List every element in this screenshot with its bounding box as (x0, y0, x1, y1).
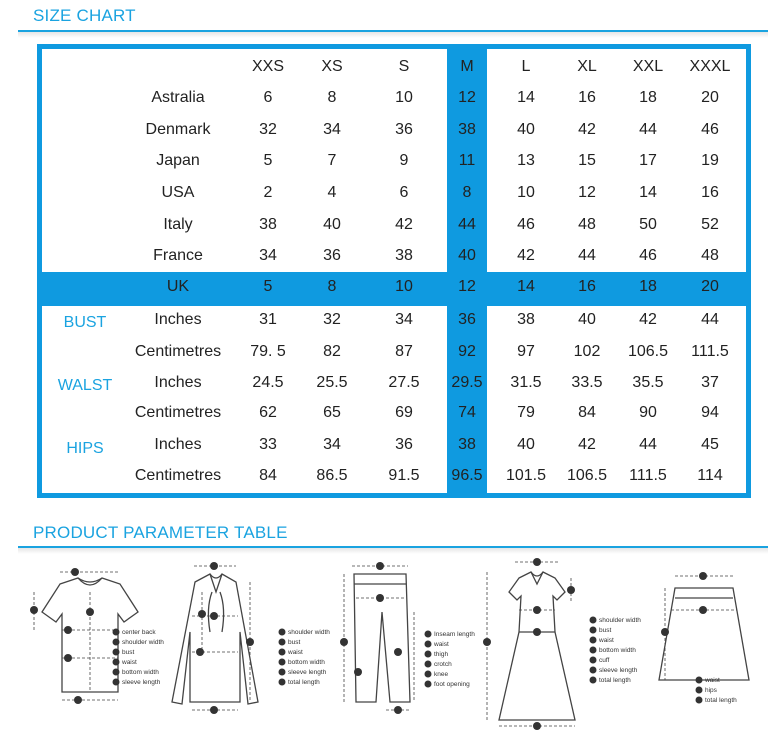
size-value-cell: 24.5 (252, 374, 284, 391)
size-value-cell: 25.5 (316, 374, 348, 391)
size-value-cell: 15 (578, 152, 596, 169)
legend-label: sleeve length (122, 679, 161, 686)
legend-marker (279, 679, 286, 686)
size-value-cell: 40 (458, 247, 476, 264)
legend-marker (696, 697, 703, 704)
legend-label: knee (434, 671, 449, 678)
size-value-cell: 17 (639, 152, 657, 169)
row-label: Italy (163, 216, 193, 233)
size-value-cell: 40 (578, 311, 596, 328)
size-value-cell: 52 (701, 216, 719, 233)
size-value-cell: 62 (259, 404, 277, 421)
size-value-cell: 34 (323, 121, 341, 138)
size-value-cell: 38 (517, 311, 535, 328)
size-value-cell: 20 (701, 278, 719, 295)
legend-marker (279, 639, 286, 646)
row-label: UK (166, 278, 190, 295)
size-value-cell: 34 (259, 247, 277, 264)
legend-label: bottom width (599, 647, 636, 654)
legend-marker (425, 631, 432, 638)
legend-label: cuff (599, 657, 610, 664)
size-value-cell: 97 (517, 343, 535, 360)
size-value-cell: 20 (701, 89, 719, 106)
size-value-cell: 38 (259, 216, 277, 233)
size-header-xxl: XXL (632, 58, 664, 75)
legend-label: Inseam length (434, 631, 475, 638)
row-label: Astralia (151, 89, 205, 106)
size-value-cell: 91.5 (388, 467, 420, 484)
legend-label: shoulder width (122, 639, 164, 646)
size-value-cell: 16 (578, 89, 596, 106)
legend-label: shoulder width (599, 617, 641, 624)
legend-label: bottom width (122, 669, 159, 676)
size-value-cell: 44 (701, 311, 719, 328)
size-value-cell: 46 (517, 216, 535, 233)
size-value-cell: 16 (578, 278, 596, 295)
size-value-cell: 4 (327, 184, 337, 201)
row-label: Inches (154, 436, 202, 453)
size-value-cell: 90 (639, 404, 657, 421)
size-value-cell: 42 (517, 247, 535, 264)
size-value-cell: 114 (697, 467, 723, 484)
size-value-cell: 106.5 (566, 467, 608, 484)
size-value-cell: 40 (323, 216, 341, 233)
parameter-table-title: PRODUCT PARAMETER TABLE (33, 523, 288, 542)
size-value-cell: 10 (395, 89, 413, 106)
size-value-cell: 6 (399, 184, 409, 201)
size-chart-divider-shadow (18, 32, 768, 38)
legend-marker (113, 679, 120, 686)
size-value-cell: 37 (701, 374, 719, 391)
legend-label: bust (599, 627, 612, 634)
size-value-cell: 36 (395, 121, 413, 138)
legend-marker (590, 617, 597, 624)
size-value-cell: 65 (323, 404, 341, 421)
size-value-cell: 94 (701, 404, 719, 421)
size-header-xl: XL (577, 58, 597, 75)
legend-label: total length (288, 679, 320, 686)
row-label: USA (161, 184, 195, 201)
size-value-cell: 8 (327, 89, 337, 106)
size-value-cell: 48 (578, 216, 596, 233)
legend-marker (590, 667, 597, 674)
size-value-cell: 40 (517, 121, 535, 138)
size-value-cell: 34 (323, 436, 341, 453)
size-value-cell: 50 (639, 216, 657, 233)
size-value-cell: 13 (517, 152, 535, 169)
size-header-s: S (398, 58, 410, 75)
legend-label: waist (434, 641, 449, 648)
row-label: Inches (154, 311, 202, 328)
group-label-bust: BUST (63, 314, 107, 331)
size-value-cell: 2 (263, 184, 273, 201)
size-value-cell: 12 (458, 278, 476, 295)
legend-marker (113, 659, 120, 666)
dress-diagram (475, 552, 641, 732)
legend-marker (279, 659, 286, 666)
size-value-cell: 19 (701, 152, 719, 169)
legend-label: waist (599, 637, 614, 644)
size-value-cell: 33 (259, 436, 277, 453)
size-value-cell: 84 (259, 467, 277, 484)
legend-marker (590, 627, 597, 634)
row-label: Centimetres (134, 404, 222, 421)
size-value-cell: 18 (639, 278, 657, 295)
size-value-cell: 44 (458, 216, 476, 233)
size-value-cell: 9 (399, 152, 409, 169)
legend-marker (279, 669, 286, 676)
pants-diagram (330, 552, 490, 732)
size-value-cell: 44 (639, 436, 657, 453)
size-header-m: M (460, 58, 474, 75)
group-label-hips: HIPS (66, 440, 104, 457)
size-value-cell: 16 (701, 184, 719, 201)
size-value-cell: 79 (517, 404, 535, 421)
tshirt-diagram (20, 552, 180, 732)
row-label: Centimetres (134, 343, 222, 360)
size-value-cell: 34 (395, 311, 413, 328)
row-label: Denmark (145, 121, 211, 138)
size-value-cell: 38 (458, 436, 476, 453)
size-value-cell: 84 (578, 404, 596, 421)
size-value-cell: 32 (323, 311, 341, 328)
size-value-cell: 10 (517, 184, 535, 201)
size-value-cell: 40 (517, 436, 535, 453)
size-value-cell: 14 (517, 278, 535, 295)
size-value-cell: 102 (573, 343, 601, 360)
skirt-diagram (625, 552, 775, 732)
legend-label: center back (122, 629, 156, 636)
legend-label: sleeve length (599, 667, 638, 674)
legend-label: foot opening (434, 681, 470, 688)
legend-marker (425, 651, 432, 658)
legend-marker (113, 639, 120, 646)
legend-label: waist (288, 649, 303, 656)
size-header-xs: XS (321, 58, 343, 75)
size-value-cell: 44 (639, 121, 657, 138)
size-value-cell: 106.5 (627, 343, 669, 360)
size-value-cell: 69 (395, 404, 413, 421)
size-value-cell: 31.5 (510, 374, 542, 391)
size-value-cell: 5 (263, 152, 273, 169)
size-value-cell: 46 (701, 121, 719, 138)
legend-label: waist (705, 677, 720, 684)
size-value-cell: 18 (639, 89, 657, 106)
size-value-cell: 111.5 (691, 343, 729, 360)
size-value-cell: 6 (263, 89, 273, 106)
size-value-cell: 38 (458, 121, 476, 138)
size-value-cell: 36 (458, 311, 476, 328)
legend-marker (590, 637, 597, 644)
size-value-cell: 42 (578, 121, 596, 138)
size-value-cell: 92 (458, 343, 476, 360)
size-value-cell: 12 (458, 89, 476, 106)
size-value-cell: 33.5 (571, 374, 603, 391)
size-value-cell: 8 (327, 278, 337, 295)
group-label-walst: WALST (57, 377, 113, 394)
size-value-cell: 42 (395, 216, 413, 233)
size-value-cell: 29.5 (451, 374, 483, 391)
size-value-cell: 35.5 (632, 374, 664, 391)
legend-marker (113, 649, 120, 656)
legend-marker (590, 647, 597, 654)
size-value-cell: 111.5 (629, 467, 667, 484)
size-value-cell: 86.5 (316, 467, 348, 484)
highlight-column-m (447, 49, 487, 493)
size-value-cell: 36 (395, 436, 413, 453)
size-header-xxxl: XXXL (689, 58, 731, 75)
size-value-cell: 7 (327, 152, 337, 169)
legend-label: thigh (434, 651, 449, 658)
size-value-cell: 12 (578, 184, 596, 201)
legend-marker (425, 641, 432, 648)
legend-label: sleeve length (288, 669, 327, 676)
shirt-diagram (170, 552, 330, 732)
legend-label: shoulder width (288, 629, 330, 636)
size-header-l: L (521, 58, 531, 75)
legend-marker (279, 649, 286, 656)
size-value-cell: 31 (259, 311, 277, 328)
legend-marker (696, 677, 703, 684)
legend-marker (279, 629, 286, 636)
row-label: Inches (154, 374, 202, 391)
size-value-cell: 74 (458, 404, 476, 421)
legend-marker (590, 677, 597, 684)
size-value-cell: 46 (639, 247, 657, 264)
legend-marker (425, 681, 432, 688)
size-value-cell: 96.5 (451, 467, 483, 484)
size-value-cell: 42 (639, 311, 657, 328)
legend-label: total length (705, 697, 737, 704)
size-value-cell: 48 (701, 247, 719, 264)
size-value-cell: 82 (323, 343, 341, 360)
size-value-cell: 11 (458, 152, 476, 169)
size-value-cell: 87 (395, 343, 413, 360)
size-value-cell: 14 (639, 184, 657, 201)
legend-label: hips (705, 687, 717, 694)
size-value-cell: 42 (578, 436, 596, 453)
legend-marker (113, 669, 120, 676)
legend-label: bust (288, 639, 301, 646)
size-value-cell: 44 (578, 247, 596, 264)
size-value-cell: 38 (395, 247, 413, 264)
size-value-cell: 27.5 (388, 374, 420, 391)
legend-marker (590, 657, 597, 664)
size-value-cell: 79. 5 (250, 343, 286, 360)
size-header-xxs: XXS (251, 58, 284, 75)
legend-label: total length (599, 677, 631, 684)
legend-label: bust (122, 649, 135, 656)
legend-label: crotch (434, 661, 452, 668)
legend-label: waist (122, 659, 137, 666)
legend-marker (425, 661, 432, 668)
row-label: France (153, 247, 203, 264)
row-label: Japan (156, 152, 200, 169)
size-chart-table (37, 44, 751, 498)
size-value-cell: 10 (395, 278, 413, 295)
legend-marker (425, 671, 432, 678)
size-value-cell: 32 (259, 121, 277, 138)
legend-marker (696, 687, 703, 694)
size-value-cell: 45 (701, 436, 719, 453)
row-label: Centimetres (134, 467, 222, 484)
size-value-cell: 36 (323, 247, 341, 264)
legend-label: bottom width (288, 659, 325, 666)
size-value-cell: 8 (462, 184, 472, 201)
legend-marker (113, 629, 120, 636)
size-value-cell: 5 (263, 278, 273, 295)
size-chart-title: SIZE CHART (33, 6, 136, 25)
size-value-cell: 14 (517, 89, 535, 106)
size-value-cell: 101.5 (505, 467, 547, 484)
